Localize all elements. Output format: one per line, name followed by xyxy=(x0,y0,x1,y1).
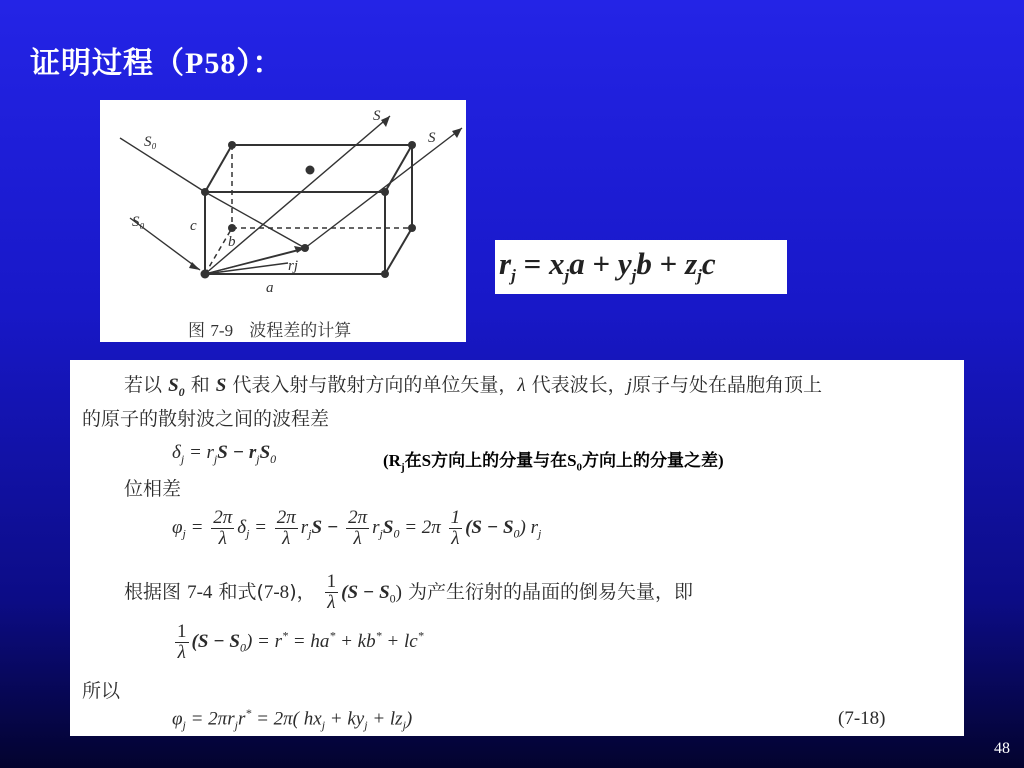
caption-text: 波程差的计算 xyxy=(249,321,352,341)
atom-dot xyxy=(408,141,416,149)
label-b: b xyxy=(228,234,236,250)
label-s0-top: S₀ xyxy=(144,134,157,150)
figure-caption xyxy=(188,316,351,341)
atom-dot xyxy=(381,270,389,278)
box-edge xyxy=(205,145,232,192)
arrowhead xyxy=(381,116,390,127)
box-edge xyxy=(385,228,412,274)
line1-a: 若以 xyxy=(124,374,163,396)
f-eq: = xyxy=(515,246,549,281)
f-a: a xyxy=(569,246,585,281)
slide-title xyxy=(30,38,283,82)
label-c: c xyxy=(190,218,197,234)
f-j: j xyxy=(631,266,637,286)
f-z: z xyxy=(685,246,698,281)
position-vector-formula-box xyxy=(495,240,787,294)
line1-lambda: λ xyxy=(517,375,526,396)
position-vector-formula xyxy=(499,246,716,286)
line3: 根据图 7-4 和式(7-8)， $\frac{1}{\lambda}$ $(S - S_0)$ 为产生衍射的晶面的倒易矢量，即 xyxy=(124,571,694,613)
caption-prefix: 图 xyxy=(188,321,205,341)
equation-phase-difference: $\varphi_j$ = $\frac{2\pi}{\lambda}$ $\delta_j$ = $\frac{2\pi}{\lambda}$ $r_jS$ − $\frac{2\pi}{\lambda}$ $r_jS_0 = 2\pi$ $\frac{1}{\lambda}$ $(S - S_0)$ $r_j$ xyxy=(172,507,542,549)
line2: 的原子的散射波之间的波程差 xyxy=(82,408,330,430)
incident-ray-top xyxy=(120,138,205,192)
atom-dot xyxy=(201,270,210,279)
title-end: ）： xyxy=(236,46,284,81)
equation-number: (7-18) xyxy=(838,708,886,729)
phase-label: 位相差 xyxy=(124,478,182,500)
atom-dot xyxy=(381,188,389,196)
atom-dot xyxy=(201,188,209,196)
arrowhead xyxy=(452,128,462,138)
line1-j: j xyxy=(626,375,632,396)
line1-c: 代表波长， xyxy=(531,374,627,396)
caption-number: 7-9 xyxy=(210,321,234,340)
atom-dot xyxy=(408,224,416,232)
line1-b: 代表入射与散射方向的单位矢量， xyxy=(232,374,518,396)
atom-dot xyxy=(228,224,236,232)
label-rj: rj xyxy=(288,258,299,274)
label-a: a xyxy=(266,280,274,296)
atom-j-dot xyxy=(301,244,309,252)
f-c: c xyxy=(701,246,716,281)
crystal-figure-panel xyxy=(100,100,466,342)
f-plus: + xyxy=(651,246,686,281)
page-number: 48 xyxy=(994,740,1010,757)
annotation-note: ($R_j$在S方向上的分量与在$S_0$方向上的分量之差) xyxy=(383,451,724,474)
atom-dot xyxy=(228,141,236,149)
f-b: b xyxy=(636,246,652,281)
f-j: j xyxy=(697,266,702,286)
line4: 所以 xyxy=(82,680,121,702)
f-y: y xyxy=(617,246,632,281)
f-plus: + xyxy=(584,246,618,281)
equation-reciprocal-vector: $\frac{1}{\lambda}$ $(S - S_0) = r^* = ha^* + kb^* + lc^*$ xyxy=(177,621,424,663)
line1-d: 原子与处在晶胞角顶上 xyxy=(631,374,822,396)
title-text: 证明过程（ xyxy=(30,46,185,81)
line1-s0: $S_0$ xyxy=(168,375,185,399)
f-j: j xyxy=(564,266,570,286)
label-s0-bottom: S₀ xyxy=(132,214,145,230)
equation-final-phase: $\varphi_j = 2\pi r_jr^* = 2\pi$( $hx_j + ky_j + lz_j$) xyxy=(172,706,413,733)
rj-vector-3 xyxy=(205,263,288,274)
line1 xyxy=(124,370,822,400)
crystal-box-diagram xyxy=(100,100,466,342)
incident-ray-top-inner xyxy=(205,192,305,248)
f-r: r xyxy=(499,246,512,281)
label-s-right: S xyxy=(428,130,436,146)
line1-and: 和 xyxy=(190,374,210,396)
atom-j-dot xyxy=(306,166,315,175)
label-s-top: S xyxy=(373,108,381,124)
title-ref: P58 xyxy=(185,47,237,80)
f-x: x xyxy=(548,246,565,281)
equation-path-difference: $\delta_j = r_jS - r_jS_0$ xyxy=(172,442,277,466)
f-j: j xyxy=(511,266,516,286)
line1-s: S xyxy=(215,375,227,396)
